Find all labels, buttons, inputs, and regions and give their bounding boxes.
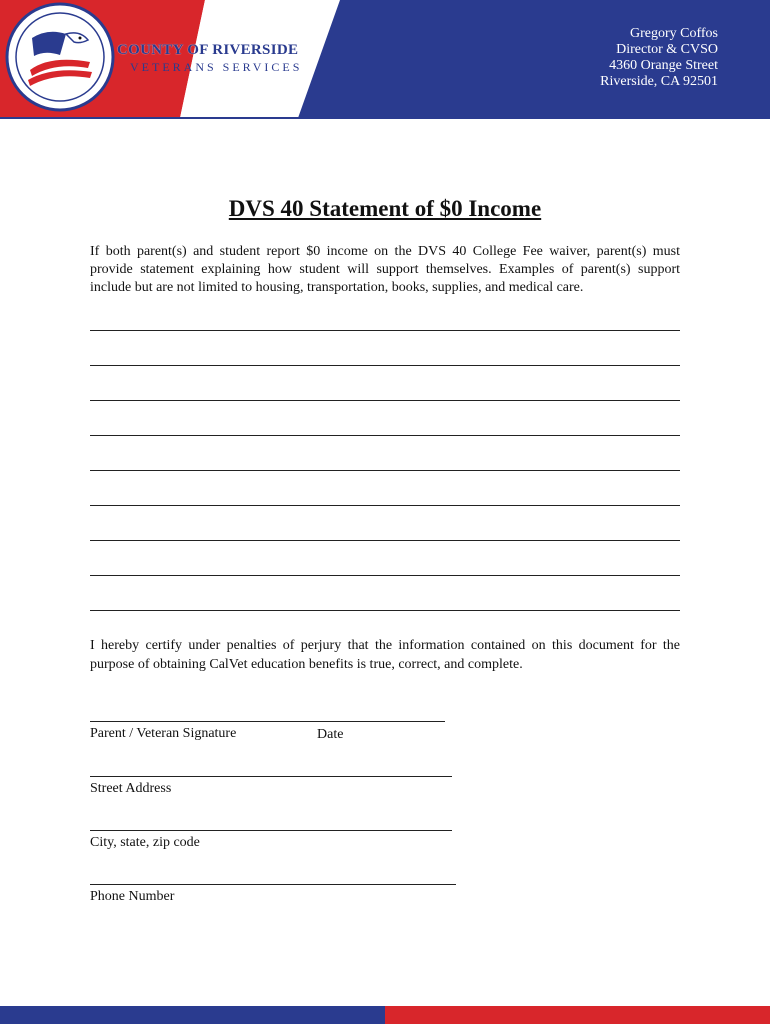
date-label: Date	[317, 727, 344, 742]
document-title: DVS 40 Statement of $0 Income	[228, 196, 542, 221]
phone-number-line[interactable]	[90, 884, 456, 885]
city-state-zip-field[interactable]	[90, 830, 452, 851]
city-line: Riverside, CA 92501	[600, 74, 718, 89]
phone-number-label: Phone Number	[90, 889, 175, 904]
footer-bar	[0, 1006, 770, 1024]
org-subtitle: VETERANS SERVICES	[130, 60, 303, 74]
street-line: 4360 Orange Street	[609, 58, 718, 73]
statement-line[interactable]	[90, 505, 680, 540]
statement-line[interactable]	[90, 435, 680, 470]
director-name: Gregory Coffos	[629, 26, 718, 41]
statement-line[interactable]	[90, 365, 680, 400]
statement-line[interactable]	[90, 540, 680, 575]
intro-paragraph: If both parent(s) and student report $0 income on the DVS 40 College Fee waiver, parent(s) must provide statement explaining how student will support themselves. Examples of parent(s) support include but are not limited to housing, transportation, books, supplies, and medical care.	[90, 244, 680, 295]
letterhead	[0, 0, 770, 120]
street-address-field[interactable]	[90, 776, 452, 797]
statement-line[interactable]	[90, 470, 680, 505]
county-seal-icon	[7, 4, 113, 110]
signature-label: Parent / Veteran Signature	[90, 726, 237, 741]
city-state-zip-label: City, state, zip code	[90, 835, 200, 850]
certification-paragraph: I hereby certify under penalties of perjury that the information contained on this document for the purpose of obtaining CalVet education benefits is true, correct, and complete.	[90, 638, 680, 672]
statement-line[interactable]	[90, 575, 680, 610]
phone-number-field[interactable]	[90, 884, 456, 905]
director-address	[600, 26, 718, 90]
signature-line[interactable]	[90, 721, 445, 722]
statement-line[interactable]	[90, 330, 680, 365]
city-state-zip-line[interactable]	[90, 830, 452, 831]
street-address-label: Street Address	[90, 781, 172, 796]
signature-field[interactable]	[90, 721, 445, 742]
director-role: Director & CVSO	[616, 42, 718, 57]
statement-lines[interactable]	[90, 330, 680, 645]
statement-line[interactable]	[90, 400, 680, 435]
org-name: COUNTY OF RIVERSIDE	[117, 42, 299, 58]
street-address-line[interactable]	[90, 776, 452, 777]
